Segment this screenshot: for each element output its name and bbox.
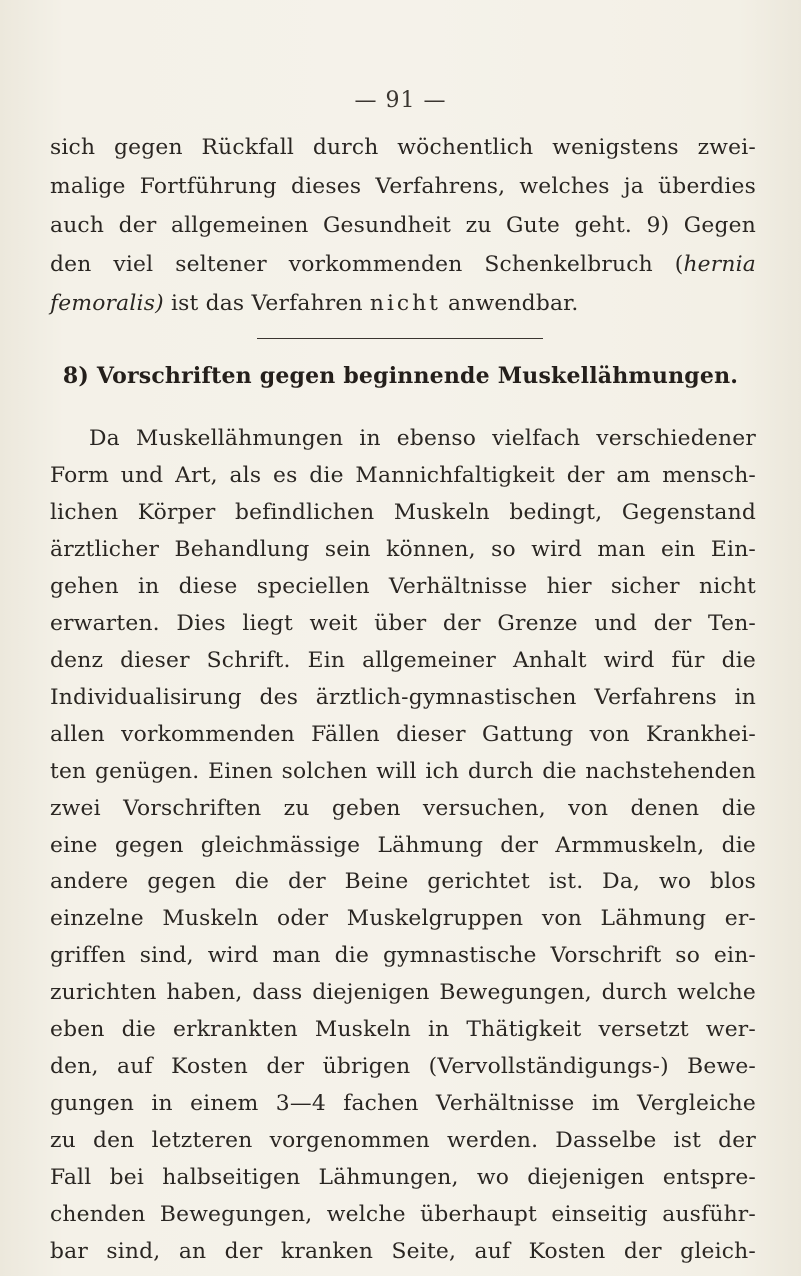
text-line: erwarten. Dies liegt weit über der Grenze und der Ten-: [50, 611, 756, 636]
page-number: — 91 —: [354, 88, 447, 113]
emphasis-spaced: nicht: [369, 291, 441, 316]
text-line: ten genügen. Einen solchen will ich durch die nachstehenden: [50, 759, 756, 784]
text-line: eine gegen gleichmässige Lähmung der Armmuskeln, die: [50, 833, 756, 858]
text-line: gungen in einem 3—4 fachen Verhältnisse im Vergleiche: [50, 1091, 756, 1116]
text-line: lichen Körper befindlichen Muskeln bedingt, Gegenstand: [50, 500, 756, 525]
text-line: Form und Art, als es die Mannichfaltigkeit der am mensch-: [50, 463, 756, 488]
text-line: [50, 246, 756, 284]
section-heading: 8) Vorschriften gegen beginnende Muskellähmungen.: [62, 363, 739, 389]
text-line: griffen sind, wird man die gymnastische Vorschrift so ein-: [50, 943, 756, 968]
text-line: zurichten haben, dass diejenigen Bewegungen, durch welche: [50, 980, 756, 1005]
text-span: den viel seltener vorkommenden Schenkelbruch (: [50, 252, 684, 277]
text-span: anwendbar.: [440, 291, 579, 316]
text-line: Da Muskellähmungen in ebenso vielfach verschiedener: [89, 426, 756, 451]
text-line: gehen in diese speciellen Verhältnisse hier sicher nicht: [50, 574, 756, 599]
text-line: [50, 285, 756, 323]
latin-term: hernia: [683, 252, 756, 277]
text-line: einzelne Muskeln oder Muskelgruppen von Lähmung er-: [50, 906, 756, 931]
text-line: zwei Vorschriften zu geben versuchen, von denen die: [50, 796, 756, 821]
text-line: allen vorkommenden Fällen dieser Gattung von Krankhei-: [50, 722, 756, 747]
text-line: chenden Bewegungen, welche überhaupt einseitig ausführ-: [50, 1202, 756, 1227]
text-line: andere gegen die der Beine gerichtet ist. Da, wo blos: [50, 869, 756, 894]
text-line: auch der allgemeinen Gesundheit zu Gute geht. 9) Gegen: [50, 213, 756, 238]
text-line: bar sind, an der kranken Seite, auf Kosten der gleich-: [50, 1239, 756, 1264]
text-line: Individualisirung des ärztlich-gymnastischen Verfahrens in: [50, 685, 756, 710]
section-divider: [257, 338, 543, 339]
text-line: ärztlicher Behandlung sein können, so wird man ein Ein-: [50, 537, 756, 562]
text-line: den, auf Kosten der übrigen (Vervollständigungs-) Bewe-: [50, 1054, 756, 1079]
text-line: denz dieser Schrift. Ein allgemeiner Anhalt wird für die: [50, 648, 756, 673]
text-line: zu den letzteren vorgenommen werden. Dasselbe ist der: [50, 1128, 756, 1153]
text-line: Fall bei halbseitigen Lähmungen, wo diejenigen entspre-: [50, 1165, 756, 1190]
text-line: sich gegen Rückfall durch wöchentlich wenigstens zwei-: [50, 135, 756, 160]
text-line: eben die erkrankten Muskeln in Thätigkeit versetzt wer-: [50, 1017, 756, 1042]
text-span: ist das Verfahren: [163, 291, 370, 316]
text-line: malige Fortführung dieses Verfahrens, welches ja überdies: [50, 174, 756, 199]
latin-term: femoralis): [50, 291, 164, 316]
